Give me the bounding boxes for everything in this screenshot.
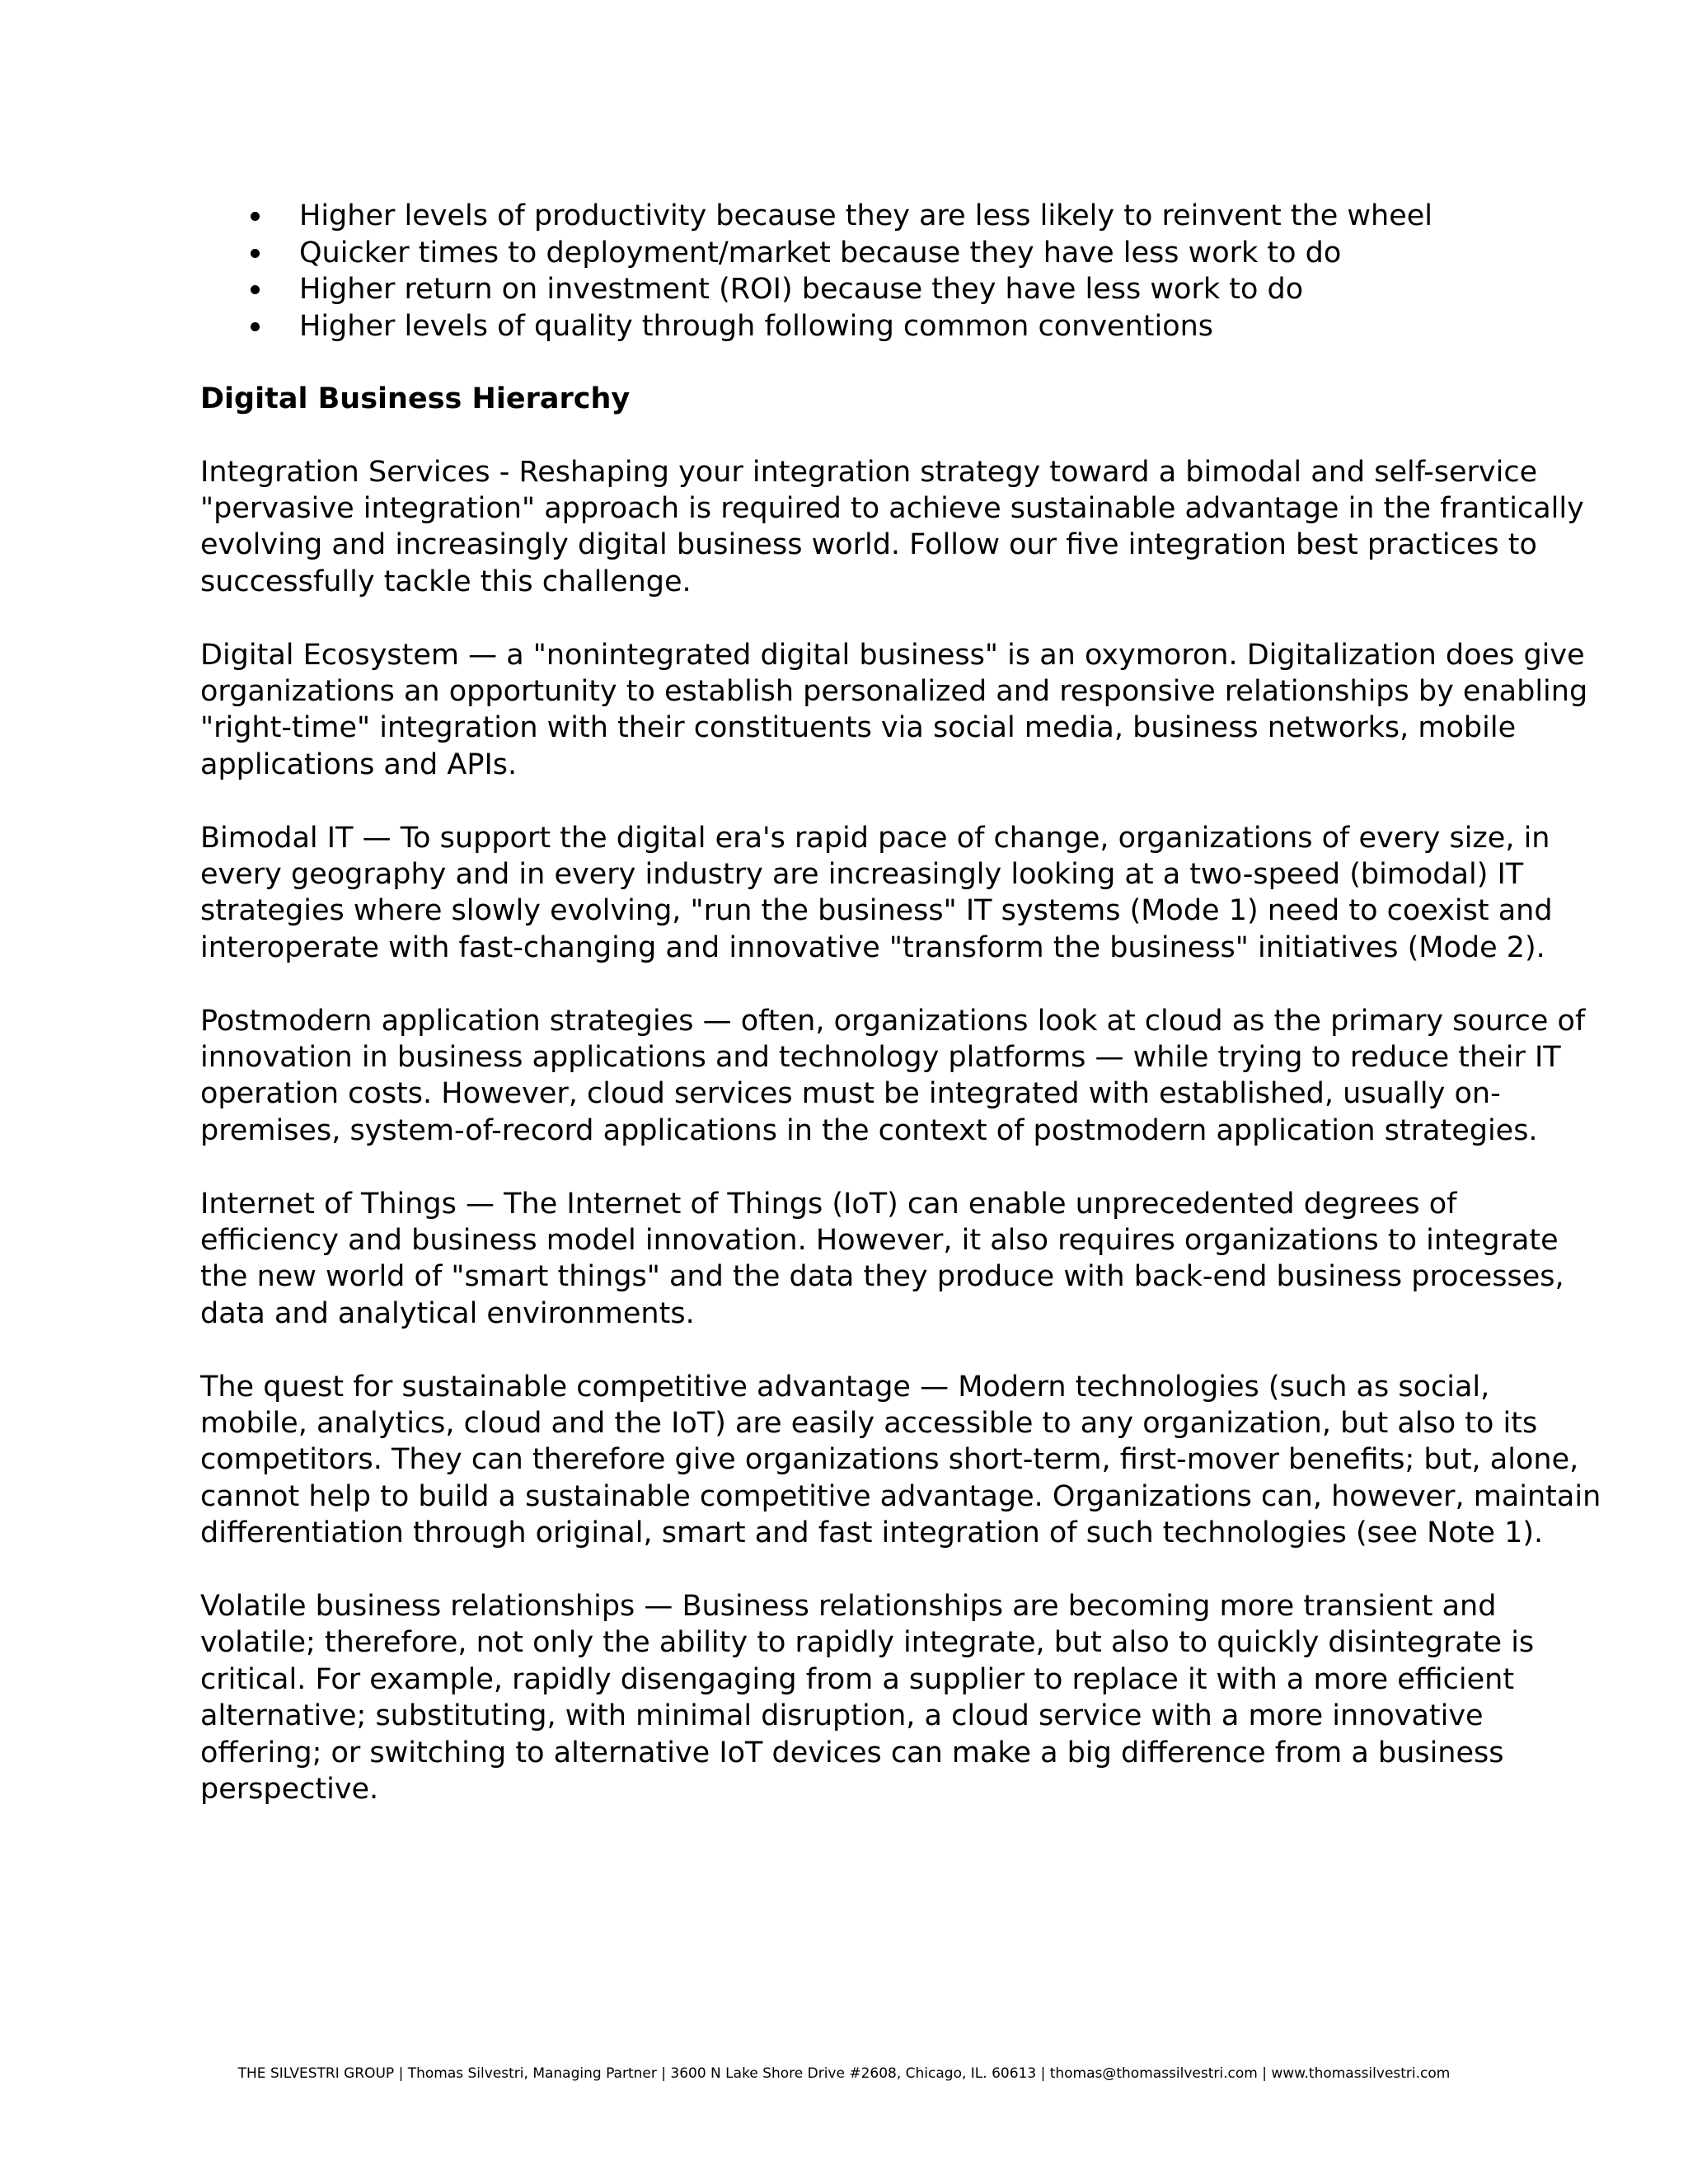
paragraph-line: applications and APIs.	[200, 748, 518, 781]
paragraph-internet-of-things	[200, 1186, 1564, 1333]
bullet-dot-icon	[251, 322, 260, 331]
paragraph-line: critical. For example, rapidly disengaging from a supplier to replace it with a more efficient	[200, 1662, 1515, 1696]
paragraph-line: interoperate with fast-changing and innovative "transform the business" initiatives (Mode 2).	[200, 930, 1545, 964]
paragraph-line: Volatile business relationships — Business relationships are becoming more transient and	[200, 1590, 1497, 1623]
paragraph-bimodal-it	[200, 820, 1553, 967]
paragraph-line: volatile; therefore, not only the ability to rapidly integrate, but also to quickly disintegrate is	[200, 1626, 1535, 1660]
paragraph-line: mobile, analytics, cloud and the IoT) are easily accessible to any organization, but also to its	[200, 1406, 1538, 1440]
document-body	[200, 198, 1601, 1844]
page-footer: THE SILVESTRI GROUP | Thomas Silvestri, Managing Partner | 3600 N Lake Shore Drive #2608, Chicago, IL. 60613 | thomas@thomassilvestri.com | www.thomassilvestri.com	[237, 2065, 1451, 2082]
paragraph-line: The quest for sustainable competitive advantage — Modern technologies (such as social,	[200, 1370, 1490, 1404]
paragraph-line: efficiency and business model innovation. However, it also requires organizations to integrate	[200, 1223, 1559, 1257]
paragraph-line: strategies where slowly evolving, "run the business" IT systems (Mode 1) need to coexist and	[200, 894, 1553, 928]
paragraph-line: "right-time" integration with their constituents via social media, business networks, mobile	[200, 711, 1517, 745]
paragraph-line: data and analytical environments.	[200, 1296, 695, 1330]
bullet-item	[200, 235, 1519, 272]
bullet-text: Quicker times to deployment/market because they have less work to do	[299, 236, 1342, 269]
paragraph-line: organizations an opportunity to establish personalized and responsive relationships by enabling	[200, 674, 1588, 708]
paragraph-line: differentiation through original, smart and fast integration of such technologies (see Note 1).	[200, 1516, 1544, 1550]
bullet-dot-icon	[251, 249, 260, 258]
bullet-text: Higher levels of quality through following common conventions	[299, 309, 1214, 343]
paragraph-line: every geography and in every industry are increasingly looking at a two-speed (bimodal) IT	[200, 857, 1524, 891]
paragraph-postmodern-applications	[200, 1003, 1586, 1150]
bullet-list	[200, 198, 1519, 344]
bullet-text: Higher return on investment (ROI) because they have less work to do	[299, 273, 1304, 306]
paragraph-line: alternative; substituting, with minimal disruption, a cloud service with a more innovative	[200, 1699, 1484, 1733]
paragraph-line: operation costs. However, cloud services must be integrated with established, usually on-	[200, 1077, 1501, 1111]
paragraph-line: Postmodern application strategies — often, organizations look at cloud as the primary source of	[200, 1004, 1586, 1038]
bullet-dot-icon	[251, 212, 260, 221]
paragraph-integration-services	[200, 454, 1584, 601]
paragraph-line: premises, system-of-record applications in the context of postmodern application strategies.	[200, 1113, 1538, 1147]
paragraph-line: the new world of "smart things" and the data they produce with back-end business processes,	[200, 1260, 1564, 1294]
section-heading: Digital Business Hierarchy	[200, 382, 631, 415]
bullet-item	[200, 308, 1519, 345]
paragraph-line: offering; or switching to alternative IoT devices can make a big difference from a business	[200, 1736, 1504, 1769]
paragraph-line: Integration Services - Reshaping your integration strategy toward a bimodal and self-service	[200, 455, 1538, 489]
paragraph-line: evolving and increasingly digital business world. Follow our five integration best practices to	[200, 528, 1537, 562]
paragraph-line: "pervasive integration" approach is required to achieve sustainable advantage in the frantically	[200, 491, 1584, 525]
paragraph-line: perspective.	[200, 1773, 379, 1807]
bullet-text: Higher levels of productivity because they are less likely to reinvent the wheel	[299, 199, 1432, 232]
bullet-dot-icon	[251, 285, 260, 294]
paragraph-line: cannot help to build a sustainable competitive advantage. Organizations can, however, maintain	[200, 1479, 1601, 1513]
paragraph-digital-ecosystem	[200, 637, 1588, 784]
paragraph-line: successfully tackle this challenge.	[200, 565, 692, 598]
paragraph-line: innovation in business applications and technology platforms — while trying to reduce their IT	[200, 1040, 1561, 1074]
paragraph-line: competitors. They can therefore give organizations short-term, first-mover benefits; but, alone,	[200, 1443, 1579, 1477]
paragraph-line: Internet of Things — The Internet of Things (IoT) can enable unprecedented degrees of	[200, 1187, 1457, 1221]
paragraph-line: Bimodal IT — To support the digital era's rapid pace of change, organizations of every size, in	[200, 821, 1550, 855]
paragraph-competitive-advantage	[200, 1369, 1601, 1552]
paragraph-line: Digital Ecosystem — a "nonintegrated digital business" is an oxymoron. Digitalization does give	[200, 638, 1585, 672]
bullet-item	[200, 271, 1519, 308]
paragraph-volatile-relationships	[200, 1588, 1535, 1807]
bullet-item	[200, 198, 1519, 235]
